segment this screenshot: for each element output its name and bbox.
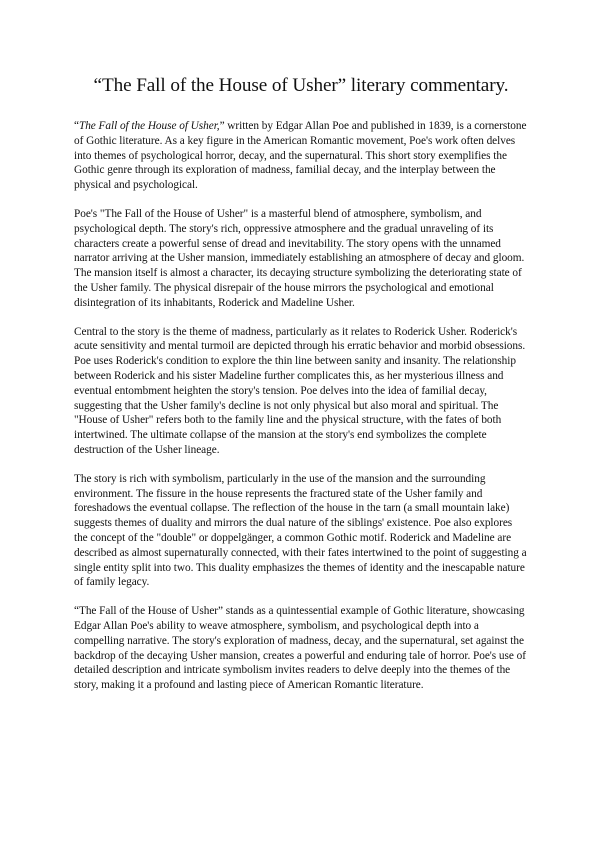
paragraph-madness: Central to the story is the theme of madness, particularly as it relates to Roderick Usher. Roderick's acute sensitivity and mental turmoil are depicted through his erratic behavior and morbid obsessions. Poe uses Roderick's condition to explore the thin line between sanity and insanity. The relationship between Roderick and his sister Madeline further complicates this, as her mysterious illness and eventual entombment heighten the story's tension. Poe delves into the idea of familial decay, suggesting that the Usher family's decline is not only physical but also moral and spiritual. The "House of Usher" refers both to the family line and the physical structure, with the fates of both intertwined. The ultimate collapse of the mansion at the story's end symbolizes the complete destruction of the Usher lineage.: [74, 325, 526, 456]
paragraph-intro: [74, 119, 528, 193]
document-title: “The Fall of the House of Usher” literary commentary.: [93, 75, 509, 96]
paragraph-symbolism: The story is rich with symbolism, particularly in the use of the mansion and the surrounding environment. The fissure in the house represents the fractured state of the Usher family and foreshadows the eventual collapse. The reflection of the house in the tarn (a small mountain lake) suggests themes of duality and mirrors the dual nature of the siblings' existence. Poe also explores the concept of the "double" or doppelgänger, a common Gothic motif. Roderick and Madeline are described as almost supernaturally connected, with their fates intertwined to the point of suggesting a single entity split into two. This duality emphasizes the themes of identity and the inescapable nature of family legacy.: [74, 472, 527, 589]
paragraph-atmosphere: Poe's "The Fall of the House of Usher" is a masterful blend of atmosphere, symbolism, and psychological depth. The story's rich, oppressive atmosphere and the gradual unraveling of its characters create a powerful sense of dread and inevitability. The story opens with the unnamed narrator arriving at the Usher mansion, immediately establishing an atmosphere of decay and gloom. The mansion itself is almost a character, its decaying structure symbolizing the deteriorating state of the Usher family. The physical disrepair of the house mirrors the psychological and emotional disintegration of its inhabitants, Roderick and Madeline Usher.: [74, 207, 525, 309]
intro-italic-title: The Fall of the House of Usher,: [78, 120, 220, 132]
paragraph-conclusion: “The Fall of the House of Usher” stands as a quintessential example of Gothic literature, showcasing Edgar Allan Poe's ability to weave atmosphere, symbolism, and psychological depth into a compelling narrative. The story's exploration of madness, decay, and the supernatural, set against the backdrop of the decaying Usher mansion, creates a powerful and enduring tale of horror. Poe's use of detailed description and intricate symbolism invites readers to delve deeply into the themes of the story, making it a profound and lasting piece of American Romantic literature.: [74, 605, 526, 692]
intro-open-quote: “: [74, 120, 79, 132]
intro-text: ” written by Edgar Allan Poe and published in 1839, is a cornerstone of Gothic literature. As a key figure in the American Romantic movement, Poe's work often delves into themes of psychological horror, decay, and the supernatural. This short story exemplifies the Gothic genre through its exploration of madness, familial decay, and the interplay between the physical and psychological.: [74, 120, 527, 192]
